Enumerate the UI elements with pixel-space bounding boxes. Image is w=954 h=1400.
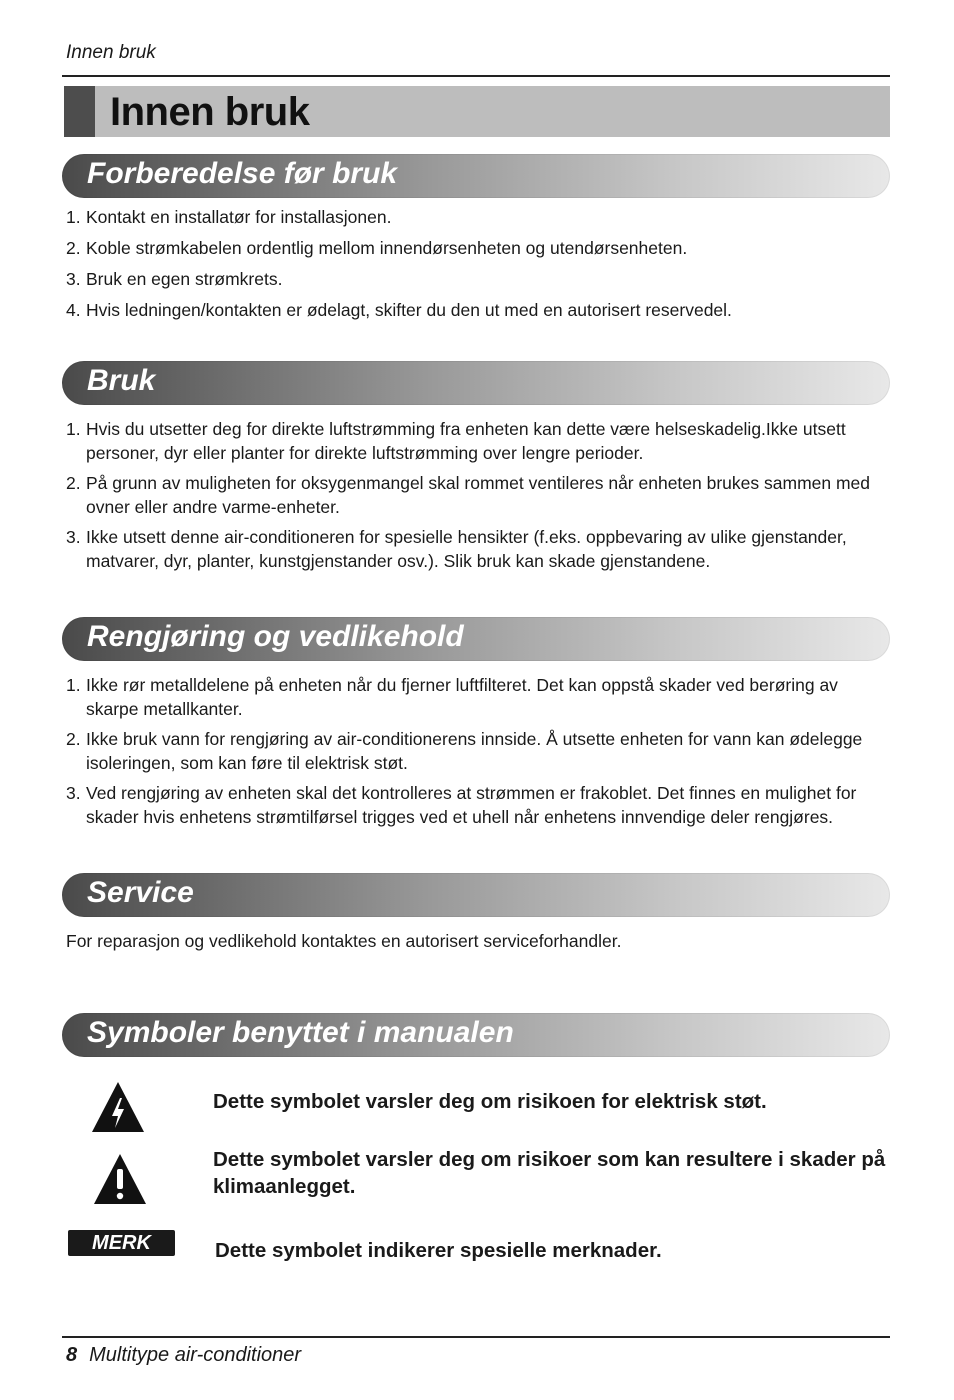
header-rule [62,75,890,77]
section-heading-prep [62,154,890,198]
title-accent [64,86,95,137]
list-item: 2. Koble strømkabelen ordentlig mellom innendørsenheten og utendørsenheten. [66,238,688,258]
electric-shock-text: Dette symbolet varsler deg om risikoen for elektrisk støt. [213,1090,767,1113]
damage-warning-text: Dette symbolet varsler deg om risikoer som kan resultere i skader på klimaanlegget. [213,1148,886,1198]
section-heading-symbols [62,1013,890,1057]
prep-list [66,202,890,326]
merk-text: Dette symbolet indikerer spesielle merknader. [215,1239,662,1262]
electric-shock-warning-icon [90,1080,146,1134]
list-item: 3. Bruk en egen strømkrets. [66,269,283,289]
list-item: 2. På grunn av muligheten for oksygenmangel skal rommet ventileres når enheten brukes sammen med ovner eller andre varme-enheter. [66,473,871,517]
list-item: 3. Ved rengjøring av enheten skal det kontrolleres at strømmen er frakoblet. Det finnes en mulighet for skader hvis enhetens strømtilførsel trigges ved et uhell når enhetens innvendige deler rengjøres. [66,783,857,827]
section-heading-use [62,361,890,405]
list-item: 1. Kontakt en installatør for installasjonen. [66,207,392,227]
footer-rule [62,1336,890,1338]
merk-badge: MERK [68,1230,175,1256]
section-heading-label: Forberedelse før bruk [87,157,398,190]
section-heading-label: Rengjøring og vedlikehold [87,620,464,653]
section-heading-label: Bruk [87,364,156,397]
page-footer [66,1344,301,1367]
list-item: 1. Hvis du utsetter deg for direkte luftstrømming fra enheten kan dette være helseskadelig.Ikke utsett personer, dyr eller planter for direkte luftstrømming over lengre perioder. [66,419,846,463]
list-item: 3. Ikke utsett denne air-conditioneren for spesielle hensikter (f.eks. oppbevaring av ulike gjenstander, matvarer, dyr, planter, kunstgjenstander osv.). Slik bruk kan skade gjenstandene. [66,527,847,571]
page-title: Innen bruk [110,90,310,134]
section-heading-service [62,873,890,917]
title-bar [64,86,890,137]
clean-list [66,673,890,829]
running-header: Innen bruk [66,42,156,63]
list-item: 1. Ikke rør metalldelene på enheten når du fjerner luftfilteret. Det kan oppstå skader ved berøring av skarpe metallkanter. [66,675,838,719]
list-item: 2. Ikke bruk vann for rengjøring av air-conditionerens innside. Å utsette enheten for vann kan ødelegge isoleringen, som kan føre til elektrisk støt. [66,729,863,773]
footer-product: Multitype air-conditioner [89,1344,302,1366]
caution-warning-icon [92,1152,148,1206]
list-item: 4. Hvis ledningen/kontakten er ødelagt, skifter du den ut med en autorisert reservedel. [66,300,732,320]
section-heading-label: Symboler benyttet i manualen [87,1016,514,1049]
page-number: 8 [66,1344,78,1366]
section-heading-clean [62,617,890,661]
service-text: For reparasjon og vedlikehold kontaktes en autorisert serviceforhandler. [66,931,622,951]
section-heading-label: Service [87,876,194,909]
use-list [66,417,890,573]
